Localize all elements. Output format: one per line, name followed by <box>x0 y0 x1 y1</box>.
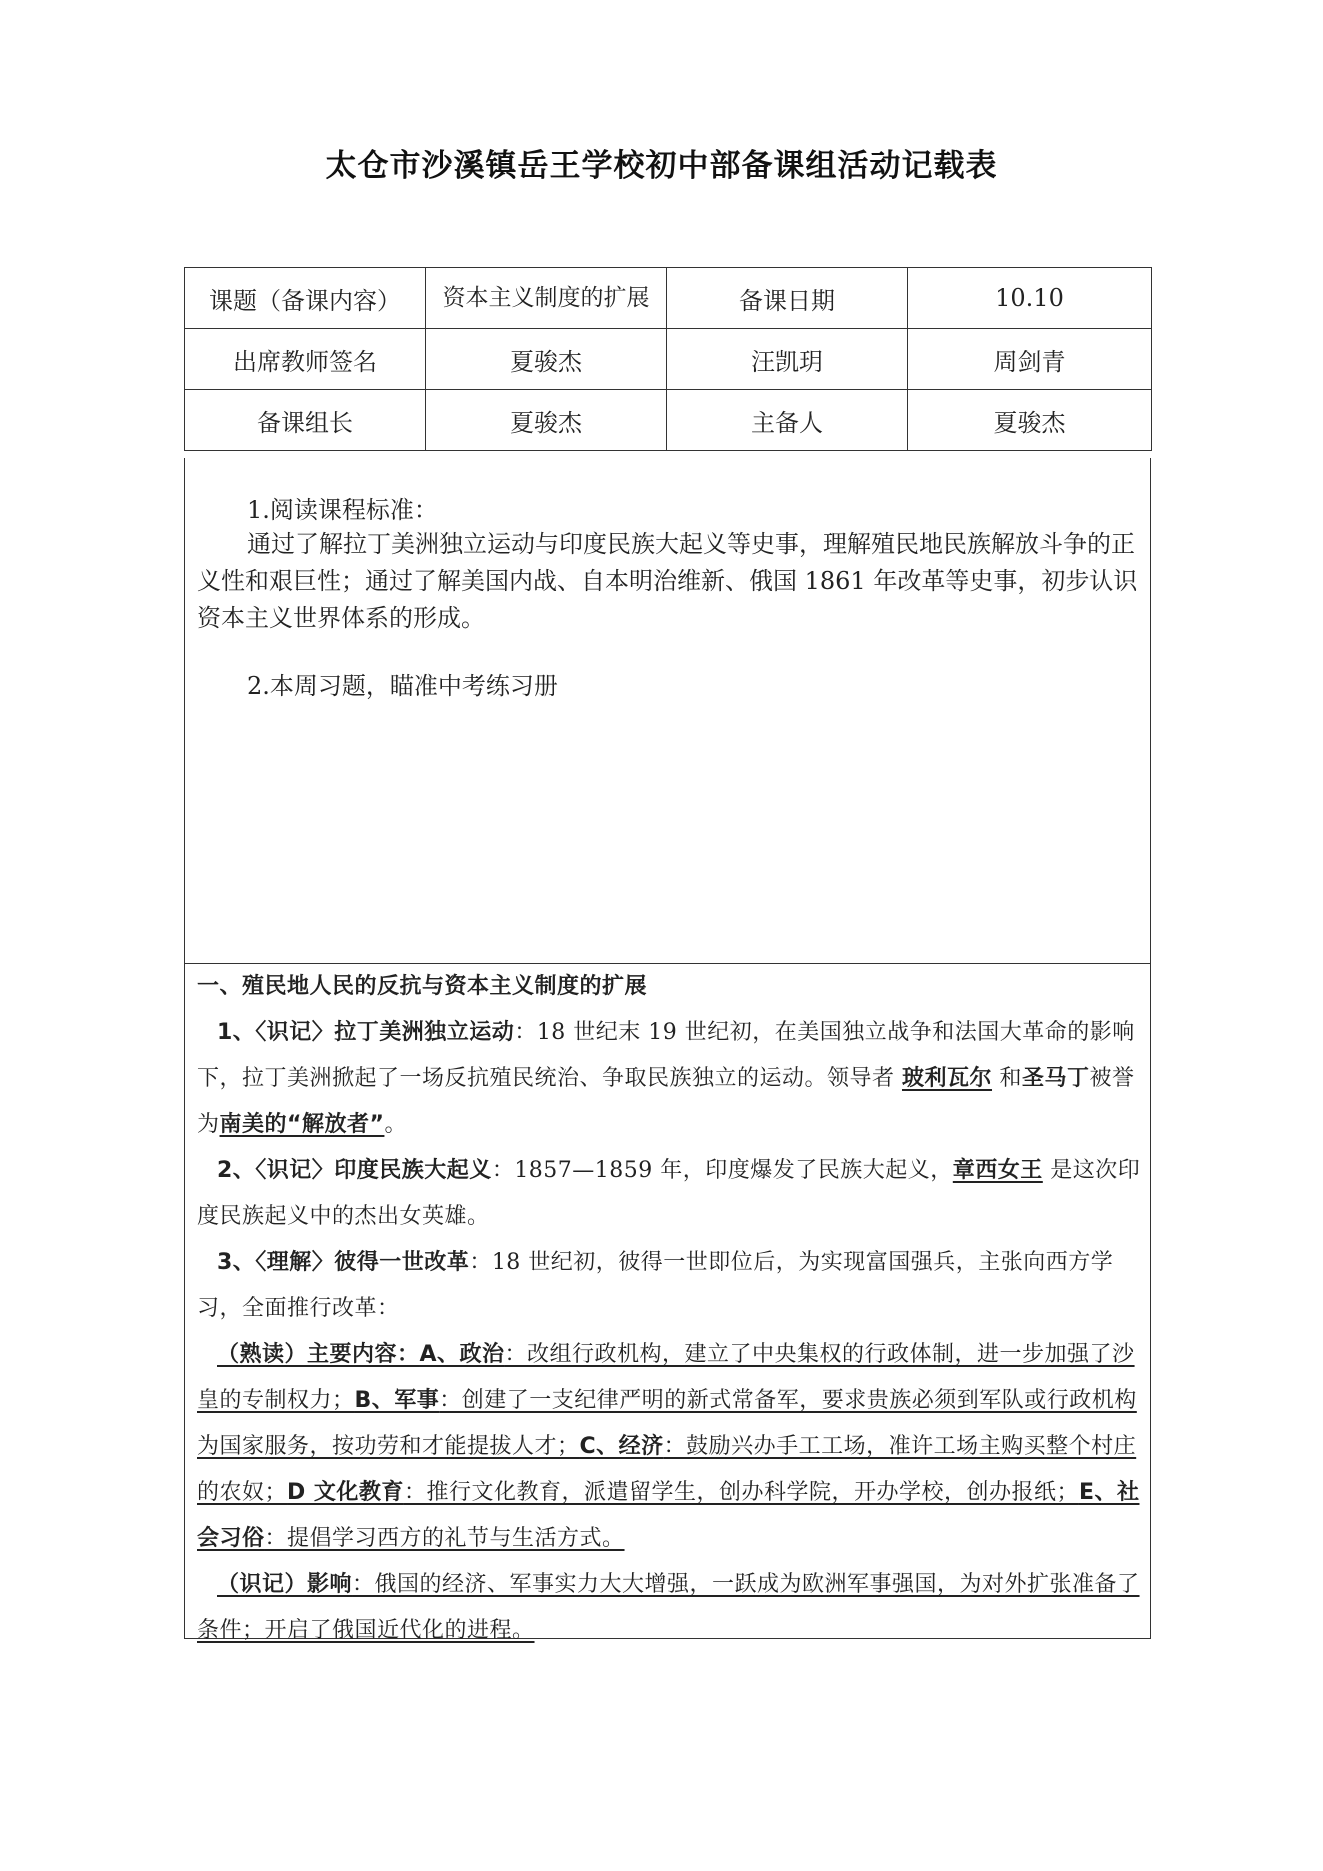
lesson-info-table <box>184 267 1152 451</box>
p1-label: 1、〈识记〉拉丁美洲独立运动 <box>217 1020 515 1045</box>
document-title: 太仓市沙溪镇岳王学校初中部备课组活动记载表 <box>325 148 998 184</box>
p1-text-g: 。 <box>384 1112 407 1137</box>
p1-text-e: 被誉为 <box>197 1066 1135 1137</box>
p4-economy-label: C、经济 <box>579 1434 664 1459</box>
paragraph-peter-reform <box>197 1240 1142 1332</box>
lead-preparer-value: 夏骏杰 <box>908 390 1152 451</box>
p1-text-c: 和 <box>992 1066 1023 1091</box>
notes-block <box>184 963 1151 1643</box>
paragraph-latin-america <box>197 1010 1142 1148</box>
p4-military-label: B、军事 <box>354 1388 440 1413</box>
p4-custom-text: ：提倡学习西方的礼节与生活方式。 <box>264 1526 625 1551</box>
item1-title: 1.阅读课程标准： <box>247 496 438 524</box>
p4-politics-text: ：改组行政机构，建立了中央集权的行政体制，进一步加强了沙皇的专制权力； <box>197 1342 1135 1413</box>
paragraph-india <box>197 1148 1142 1240</box>
p4-culture-label: D 文化教育 <box>287 1480 404 1505</box>
topic-value: 资本主义制度的扩展 <box>426 268 667 329</box>
p1-liberator: 南美的“解放者” <box>219 1112 385 1137</box>
p2-label: 2、〈识记〉印度民族大起义 <box>217 1158 492 1183</box>
date-label: 备课日期 <box>667 268 908 329</box>
paragraph-reform-content <box>197 1332 1142 1562</box>
attendee-3: 周剑青 <box>908 329 1152 390</box>
p1-text-a: ：18 世纪末 19 世纪初，在美国独立战争和法国大革命的影响下，拉丁美洲掀起了一场反抗殖民统治、争取民族独立的运动。领导者 <box>197 1020 1135 1091</box>
table-row <box>185 268 1152 329</box>
lead-preparer-label: 主备人 <box>667 390 908 451</box>
p2-text-c: 是这次印度民族起义中的杰出女英雄。 <box>197 1158 1141 1229</box>
table-row <box>185 390 1152 451</box>
p4-politics-label: A、政治 <box>419 1342 505 1367</box>
p5-label: （识记）影响 <box>217 1572 353 1597</box>
group-leader-label: 备课组长 <box>185 390 426 451</box>
p4-military-text: ：创建了一支纪律严明的新式常备军，要求贵族必须到军队或行政机构为国家服务，按功劳和才能提拔人才； <box>197 1388 1137 1459</box>
p2-text-a: ：1857—1859 年，印度爆发了民族大起义， <box>491 1158 953 1183</box>
p4-culture-text: ：推行文化教育，派遣留学生，创办科学院，开办学校，创办报纸； <box>403 1480 1079 1505</box>
p4-custom-label: E、社会习俗 <box>197 1480 1140 1551</box>
p5-text: ：俄国的经济、军事实力大大增强，一跃成为欧洲军事强国，为对外扩张准备了条件；开启了俄国近代化的进程。 <box>197 1572 1140 1643</box>
attendees-label: 出席教师签名 <box>185 329 426 390</box>
p1-leader-2: 圣马丁 <box>1022 1066 1090 1091</box>
item1-text: 通过了解拉丁美洲独立运动与印度民族大起义等史事，理解殖民地民族解放斗争的正义性和艰巨性；通过了解美国内战、自本明治维新、俄国 1861 年改革等史事，初步认识资本主义世界体系的形成。 <box>197 530 1138 632</box>
paragraph-reform-impact <box>197 1562 1142 1654</box>
p3-text-a: ：18 世纪初，彼得一世即位后，为实现富国强兵，主张向西方学习，全面推行改革： <box>197 1250 1114 1321</box>
topic-label: 课题（备课内容） <box>185 268 426 329</box>
table-row <box>185 329 1152 390</box>
p1-leader-1: 玻利瓦尔 <box>902 1066 993 1091</box>
p4-economy-text: ：鼓励兴办手工工场，准许工场主购买整个村庄的农奴； <box>197 1434 1137 1505</box>
section-heading: 一、殖民地人民的反抗与资本主义制度的扩展 <box>197 974 648 999</box>
group-leader-value: 夏骏杰 <box>426 390 667 451</box>
p2-heroine: 章西女王 <box>952 1158 1043 1183</box>
attendee-2: 汪凯玥 <box>667 329 908 390</box>
p4-label: （熟读）主要内容： <box>217 1342 420 1367</box>
p3-label: 3、〈理解〉彼得一世改革 <box>217 1250 470 1275</box>
lesson-plan-block <box>184 458 1151 964</box>
attendee-1: 夏骏杰 <box>426 329 667 390</box>
item2-text: 2.本周习题，瞄准中考练习册 <box>247 672 558 700</box>
date-value: 10.10 <box>908 268 1152 329</box>
